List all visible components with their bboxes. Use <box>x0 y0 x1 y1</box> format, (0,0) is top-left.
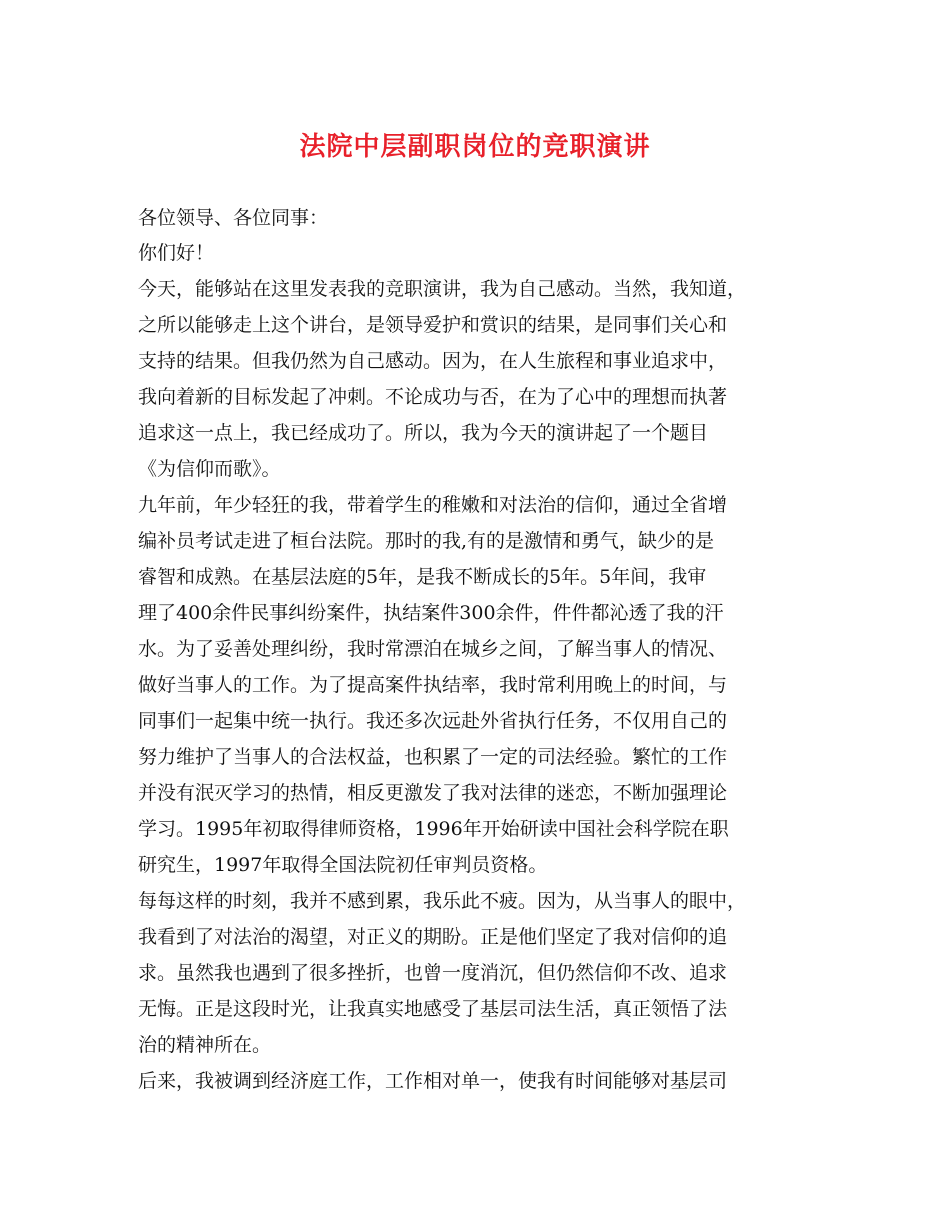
body-text-line: 九年前，年少轻狂的我，带着学生的稚嫩和对法治的信仰，通过全省增 <box>138 494 728 516</box>
salutation-line: 各位领导、各位同事： <box>138 207 329 229</box>
body-text-line: 支持的结果。但我仍然为自己感动。因为，在人生旅程和事业追求中， <box>138 350 728 372</box>
body-text-line: 做好当事人的工作。为了提高案件执结率，我时常利用晚上的时间，与 <box>138 674 728 696</box>
body-text-line: 每每这样的时刻，我并不感到累，我乐此不疲。因为，从当事人的眼中， <box>138 890 747 912</box>
body-text-line: 治的精神所在。 <box>138 1034 272 1056</box>
body-text-line: 后来，我被调到经济庭工作，工作相对单一，使我有时间能够对基层司 <box>138 1070 728 1092</box>
body-text-line: 追求这一点上，我已经成功了。所以，我为今天的演讲起了一个题目 <box>138 422 709 444</box>
body-text-line: 今天，能够站在这里发表我的竞职演讲，我为自己感动。当然，我知道， <box>138 278 747 300</box>
body-text-line: 研究生，1997年取得全国法院初任审判员资格。 <box>138 854 548 876</box>
body-text-line: 理了400余件民事纠纷案件，执结案件300余件，件件都沁透了我的汗 <box>138 602 724 624</box>
greeting-line: 你们好！ <box>138 242 215 264</box>
body-text-line: 我看到了对法治的渴望，对正义的期盼。正是他们坚定了我对信仰的追 <box>138 926 728 948</box>
body-text-line: 我向着新的目标发起了冲刺。不论成功与否，在为了心中的理想而执著 <box>138 386 728 408</box>
body-text-line: 之所以能够走上这个讲台，是领导爱护和赏识的结果，是同事们关心和 <box>138 314 728 336</box>
body-text-line: 《为信仰而歌》。 <box>138 458 281 480</box>
page-title: 法院中层副职岗位的竞职演讲 <box>299 132 651 162</box>
body-text-line: 求。虽然我也遇到了很多挫折，也曾一度消沉，但仍然信仰不改、追求 <box>138 962 728 984</box>
body-text-line: 睿智和成熟。在基层法庭的5年，是我不断成长的5年。5年间，我审 <box>138 566 707 588</box>
body-text-line: 无悔。正是这段时光，让我真实地感受了基层司法生活，真正领悟了法 <box>138 998 728 1020</box>
body-text-line: 同事们一起集中统一执行。我还多次远赴外省执行任务，不仅用自己的 <box>138 710 728 732</box>
body-text-line: 编补员考试走进了桓台法院。那时的我,有的是激情和勇气，缺少的是 <box>138 530 715 552</box>
body-text-line: 学习。1995年初取得律师资格，1996年开始研读中国社会科学院在职 <box>138 818 729 840</box>
body-text-line: 并没有泯灭学习的热情，相反更激发了我对法律的迷恋，不断加强理论 <box>138 782 728 804</box>
body-text-line: 努力维护了当事人的合法权益，也积累了一定的司法经验。繁忙的工作 <box>138 746 728 768</box>
body-text-line: 水。为了妥善处理纠纷，我时常漂泊在城乡之间，了解当事人的情况、 <box>138 638 728 660</box>
